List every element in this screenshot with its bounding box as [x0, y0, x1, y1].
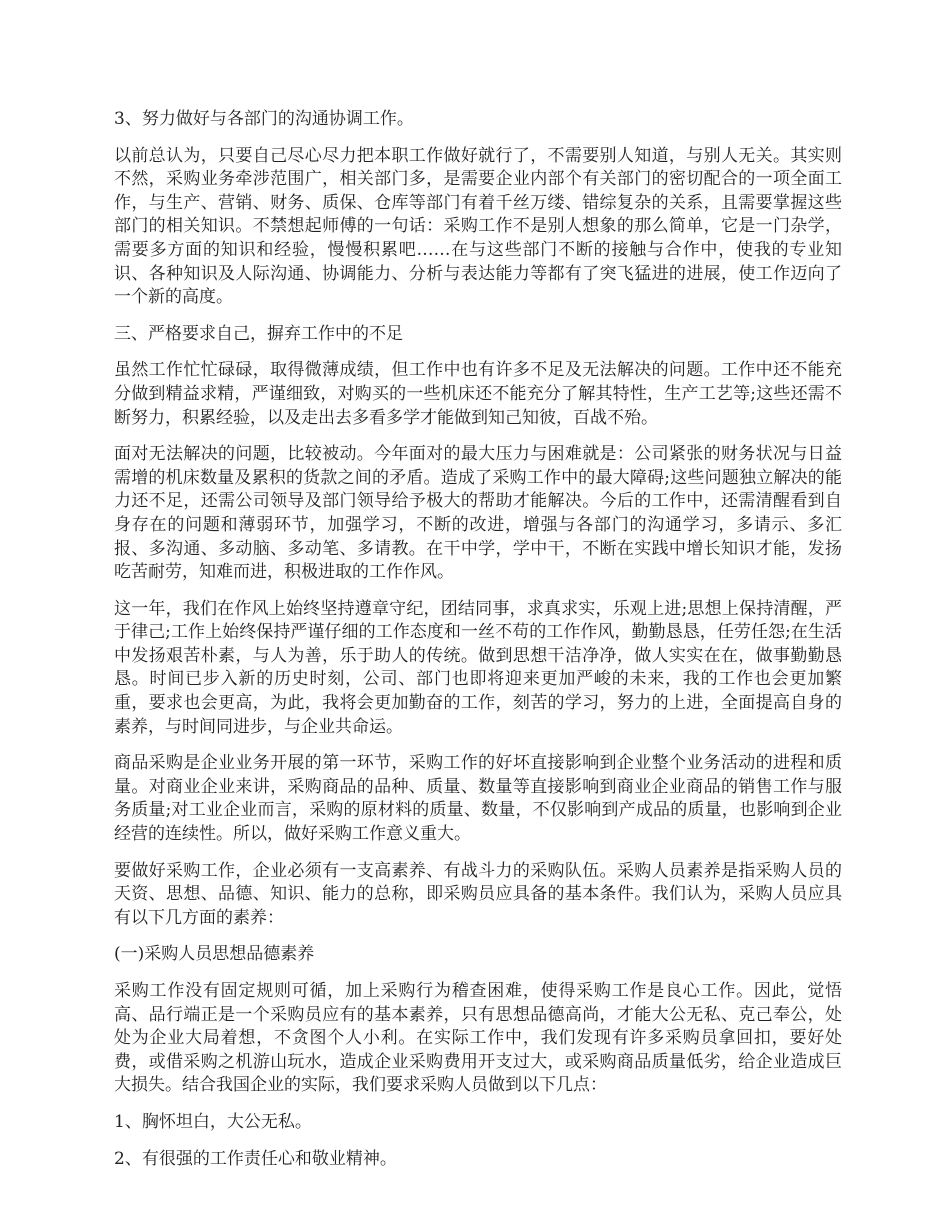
document-page	[114, 108, 842, 1184]
paragraph-communication-body: 以前总认为，只要自己尽心尽力把本职工作做好就行了，不需要别人知道，与别人无关。其实则不然，采购业务牵涉范围广，相关部门多，是需要企业内部个有关部门的密切配合的一项全面工作，与生产、营销、财务、质保、仓库等部门有着千丝万缕、错综复杂的关系，且需要掌握这些部门的相关知识。不禁想起师傅的一句话：采购工作不是别人想象的那么简单，它是一门杂学，需要多方面的知识和经验，慢慢积累吧……在与这些部门不断的接触与合作中，使我的专业知识、各种知识及人际沟通、协调能力、分析与表达能力等都有了突飞猛进的进展，使工作迈向了一个新的高度。	[114, 145, 842, 308]
subheading-moral-quality: (一)采购人员思想品德素养	[114, 944, 315, 965]
paragraph-moral-quality: 采购工作没有固定规则可循，加上采购行为稽查困难，使得采购工作是良心工作。因此，觉悟高、品行端正是一个采购员应有的基本素养，只有思想品德高尚，才能大公无私、克己奉公，处处为企业大局着想，不贪图个人小利。在实际工作中，我们发现有许多采购员拿回扣，要好处费，或借采购之机游山玩水，造成企业采购费用开支过大，或采购商品质量低劣，给企业造成巨大损失。结合我国企业的实际，我们要求采购人员做到以下几点：	[114, 981, 842, 1096]
paragraph-year-summary: 这一年，我们在作风上始终坚持遵章守纪，团结同事，求真求实，乐观上进;思想上保持清醒，严于律己;工作上始终保持严谨仔细的工作态度和一丝不苟的工作作风，勤勤恳恳，任劳任怨;在生活中发扬艰苦朴素，与人为善，乐于助人的传统。做到思想干洁净净，做人实实在在，做事勤勤恳恳。时间已步入新的历史时刻，公司、部门也即将迎来更加严峻的未来，我的工作也会更加繁重，要求也会更高，为此，我将会更加勤奋的工作，刻苦的学习，努力的上进，全面提高自身的素养，与时间同进步，与企业共命运。	[114, 598, 842, 737]
paragraph-problems: 面对无法解决的问题，比较被动。今年面对的最大压力与困难就是：公司紧张的财务状况与日益需增的机床数量及累积的货款之间的矛盾。造成了采购工作中的最大障碍;这些问题独立解决的能力还不足，还需公司领导及部门领导给予极大的帮助才能解决。今后的工作中，还需清醒看到自身存在的问题和薄弱环节，加强学习，不断的改进，增强与各部门的沟通学习，多请示、多汇报、多沟通、多动脑、多动笔、多请教。在干中学，学中干，不断在实践中增长知识才能，发扬吃苦耐劳，知难而进，积极进取的工作作风。	[114, 444, 842, 583]
paragraph-communication-heading: 3、努力做好与各部门的沟通协调工作。	[114, 109, 414, 129]
paragraph-procurement-importance: 商品采购是企业业务开展的第一环节，采购工作的好坏直接影响到企业整个业务活动的进程和质量。对商业企业来讲，采购商品的品种、质量、数量等直接影响到商业企业商品的销售工作与服务质量;对工业企业而言，采购的原材料的质量、数量，不仅影响到产成品的质量，也影响到企业经营的连续性。所以，做好采购工作意义重大。	[114, 753, 842, 845]
list-item-1: 1、胸怀坦白，大公无私。	[114, 1111, 312, 1132]
paragraph-procurement-team: 要做好采购工作，企业必须有一支高素养、有战斗力的采购队伍。采购人员素养是指采购人员的天资、思想、品德、知识、能力的总称，即采购员应具备的基本条件。我们认为，采购人员应具有以下几方面的素养：	[114, 860, 842, 928]
list-item-2: 2、有很强的工作责任心和敬业精神。	[114, 1148, 397, 1169]
section-heading-strict-requirements: 三、严格要求自己，摒弃工作中的不足	[114, 323, 403, 344]
paragraph-shortcomings: 虽然工作忙忙碌碌，取得微薄成绩，但工作中也有许多不足及无法解决的问题。工作中还不能充分做到精益求精，严谨细致，对购买的一些机床还不能充分了解其特性，生产工艺等;这些还需不断努力，积累经验，以及走出去多看多学才能做到知己知彼，百战不殆。	[114, 360, 842, 428]
